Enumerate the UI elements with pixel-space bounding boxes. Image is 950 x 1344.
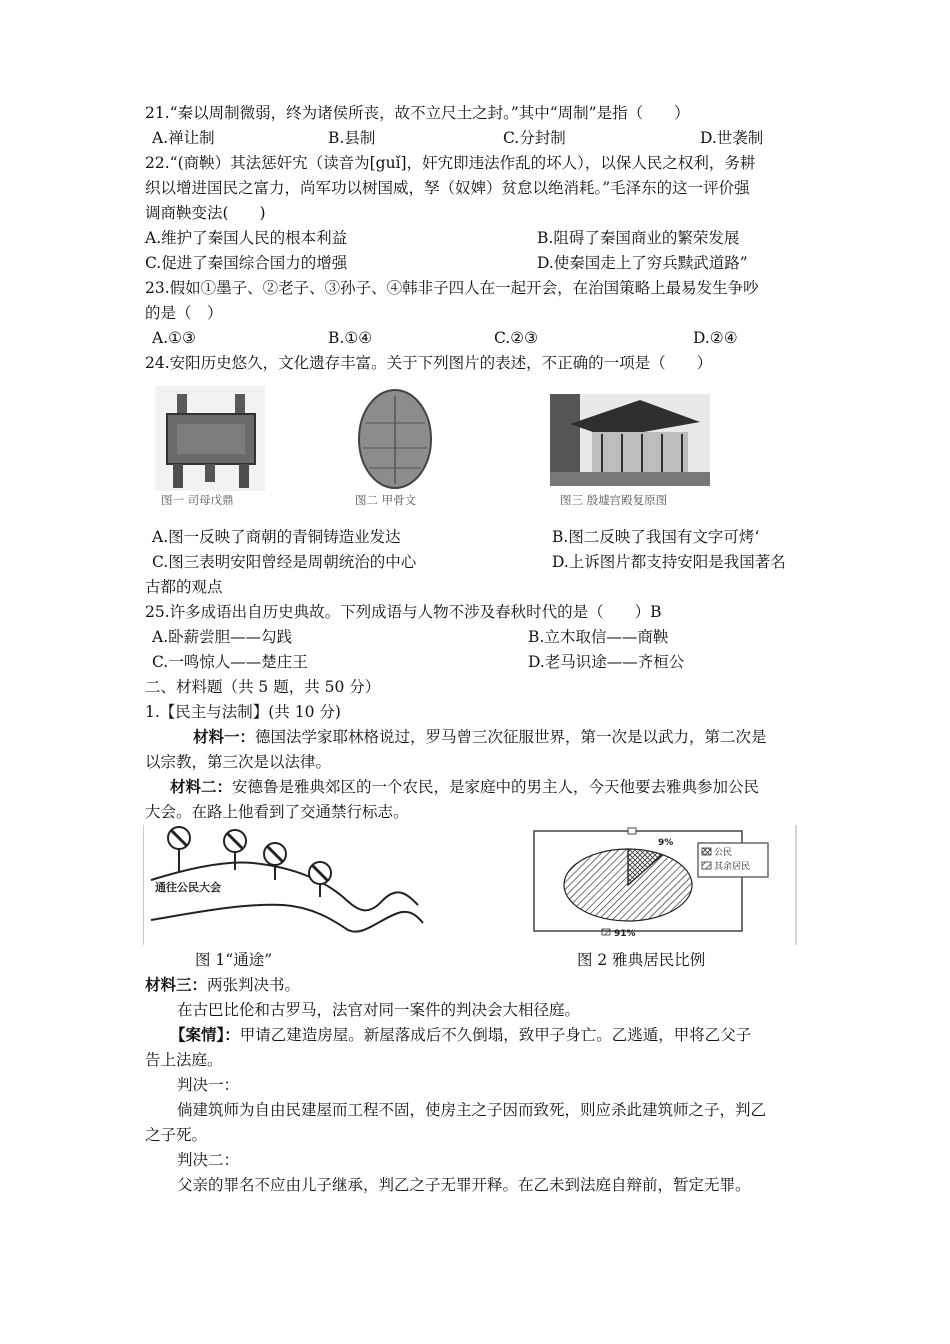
verdict-two-label: 判决二： xyxy=(177,1151,240,1169)
q23-option-b: B.①④ xyxy=(328,329,373,347)
oracle-bone-image xyxy=(355,388,435,490)
case-text: 甲请乙建造房屋。新屋落成后不久倒塌，致甲子身亡。乙逃遁，甲将乙父子 xyxy=(239,1026,752,1044)
q25-stem: 25.许多成语出自历史典故。下列成语与人物不涉及春秋时代的是（ ）B xyxy=(145,603,662,621)
material-one-text: 德国法学家耶林格说过，罗马曾三次征服世界，第一次是以武力，第二次是 xyxy=(255,728,767,746)
q22-option-b: B.阻碍了秦国商业的繁荣发展 xyxy=(537,229,740,247)
figure-two-caption: 图 2 雅典居民比例 xyxy=(577,951,706,969)
q22-stem-line3: 调商鞅变法( ) xyxy=(145,204,266,222)
legend-swatch-citizens xyxy=(702,848,711,855)
material-one-paragraph xyxy=(193,727,767,747)
q25-option-a: A.卧薪尝胆——勾践 xyxy=(152,628,293,646)
q25-option-b: B.立木取信——商鞅 xyxy=(528,628,669,646)
caption-figure-one: 图一 司母戊鼎 xyxy=(161,493,234,507)
material-three-paragraph xyxy=(145,975,300,995)
q23-option-c: C.②③ xyxy=(494,329,539,347)
case-line2: 告上法庭。 xyxy=(145,1051,223,1069)
material-two-text: 安德鲁是雅典郊区的一个农民，是家庭中的男主人，今天他要去雅典参加公民 xyxy=(232,778,760,796)
caption-figure-three: 图三 殷墟宫殿复原图 xyxy=(560,493,668,507)
verdict-one-line1: 倘建筑师为自由民建屋而工程不固，使房主之子因而致死，则应杀此建筑师之子，判乙 xyxy=(177,1101,767,1119)
q21-option-b: B.县制 xyxy=(328,129,376,147)
caption-figure-two: 图二 甲骨文 xyxy=(355,493,417,507)
material-two-label: 材料二： xyxy=(170,777,233,796)
q24-option-c: C.图三表明安阳曾经是周朝统治的中心 xyxy=(152,553,417,571)
legend-swatch-others xyxy=(702,862,711,869)
legend-label-others: 其余居民 xyxy=(714,862,751,872)
q24-option-a: A.图一反映了商朝的青铜铸造业发达 xyxy=(152,528,401,546)
q23-option-a: A.①③ xyxy=(152,329,196,347)
material-two-paragraph xyxy=(170,777,759,797)
q25-option-d: D.老马识途——齐桓公 xyxy=(528,653,685,671)
no-entry-sign-icon xyxy=(309,862,331,897)
figure-one-caption: 图 1“通途” xyxy=(195,951,273,969)
ding-vessel-image xyxy=(155,386,265,491)
athens-population-pie-chart xyxy=(530,825,798,945)
case-label: 【案情】： xyxy=(170,1025,240,1044)
q22-stem-line1: 22.“(商鞅）其法惩奸宄（读音为[guǐ]，奸宄即违法作乱的坏人），以保人民之权利，务耕 xyxy=(145,154,756,172)
q21-option-d: D.世袭制 xyxy=(700,129,764,147)
q24-option-b: B.图二反映了我国有文字可烤‘ xyxy=(552,528,760,546)
q21-option-c: C.分封制 xyxy=(503,129,566,147)
chart-legend xyxy=(698,843,768,877)
q22-option-d: D.使秦国走上了穷兵黩武道路” xyxy=(537,254,748,272)
q24-option-d-continuation: 古都的观点 xyxy=(145,578,223,596)
q24-figure-strip xyxy=(145,376,715,519)
road-label: 通往公民大会 xyxy=(155,881,221,894)
q1-title: 1.【民主与法制】(共 10 分) xyxy=(145,703,341,721)
case-paragraph xyxy=(170,1025,751,1045)
no-entry-sign-icon xyxy=(168,827,190,873)
legend-label-citizens: 公民 xyxy=(714,848,733,858)
q24-stem: 24.安阳历史悠久，文化遗存丰富。关于下列图片的表述，不正确的一项是（ ） xyxy=(145,354,713,372)
material-three-label: 材料三： xyxy=(145,975,208,994)
q22-option-c: C.促进了秦国综合国力的增强 xyxy=(145,254,348,272)
q24-option-d: D.上诉图片都支持安阳是我国著名 xyxy=(552,553,786,571)
q21-option-a: A.禅让制 xyxy=(152,129,215,147)
material-three-text: 两张判决书。 xyxy=(207,976,301,994)
material-one-label: 材料一： xyxy=(193,727,256,746)
material-three-intro: 在古巴比伦和古罗马，法官对同一案件的判决会大相径庭。 xyxy=(177,1001,581,1019)
pie-slice-others xyxy=(564,849,692,921)
verdict-two-line1: 父亲的罪名不应由儿子继承，判乙之子无罪开释。在乙未到法庭自辩前，暂定无罪。 xyxy=(177,1176,751,1194)
pie-slices xyxy=(564,849,692,921)
chart-top-marker xyxy=(628,828,636,834)
q22-option-a: A.维护了秦国人民的根本利益 xyxy=(145,229,348,247)
pie-label-others: 91% xyxy=(614,929,636,939)
section-two-heading: 二、材料题（共 5 题，共 50 分） xyxy=(145,678,381,696)
material-two-line2: 大会。在路上他看到了交通禁行标志。 xyxy=(145,803,409,821)
no-entry-sign-icon xyxy=(264,843,286,880)
pie-label-swatch-others xyxy=(602,929,610,935)
q21-stem: 21.“秦以周制微弱，终为诸侯所丧，故不立尺土之封。”其中“周制”是指（ ） xyxy=(145,104,690,122)
material-one-line2: 以宗教，第三次是以法律。 xyxy=(145,753,332,771)
q23-stem-line2: 的是（ ） xyxy=(145,304,223,322)
q22-stem-line2: 织以增进国民之富力，尚军功以树国威，孥（奴婢）贫怠以绝消耗。”毛泽东的这一评价强 xyxy=(145,179,750,197)
pie-label-citizens: 9% xyxy=(658,838,674,848)
road-signs-figure xyxy=(143,825,428,945)
q23-stem-line1: 23.假如①墨子、②老子、③孙子、④韩非子四人在一起开会，在治国策略上最易发生争吵 xyxy=(145,279,759,297)
q23-option-d: D.②④ xyxy=(693,329,738,347)
palace-image xyxy=(550,394,710,486)
verdict-one-line2: 之子死。 xyxy=(145,1126,208,1144)
q25-option-c: C.一鸣惊人——楚庄王 xyxy=(152,653,308,671)
verdict-one-label: 判决一： xyxy=(177,1076,240,1094)
